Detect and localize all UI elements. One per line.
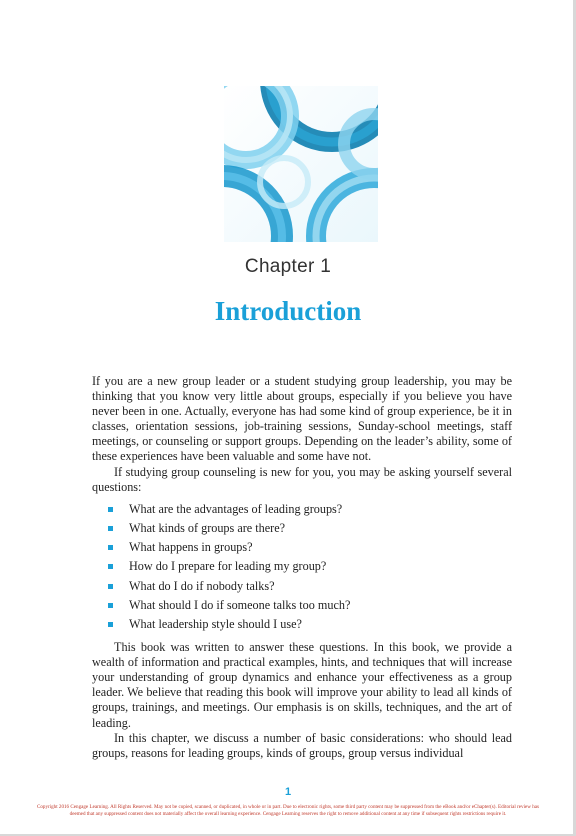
question-text: What do I do if nobody talks? bbox=[129, 578, 275, 593]
question-text: What happens in groups? bbox=[129, 540, 253, 555]
chapter-number: Chapter 1 bbox=[244, 256, 332, 277]
question-text: What kinds of groups are there? bbox=[129, 520, 286, 535]
list-item bbox=[92, 557, 512, 576]
paragraph-3: This book was written to answer these questions. In this book, we provide a wealth of information and practical examples, hints, and techniques that will increase your understanding of group dynamics and enhance your effectiveness as a group leader. We believe that reading this book will improve your ability to lead all kinds of groups, trainings, and meetings. Our emphasis is on skills, techniques, and the art of leading. bbox=[92, 640, 512, 730]
question-text: What leadership style should I use? bbox=[129, 616, 302, 631]
bullet-square-icon bbox=[108, 564, 113, 569]
page-number: 1 bbox=[284, 786, 292, 798]
list-item bbox=[92, 596, 512, 615]
question-text: What are the advantages of leading groups? bbox=[129, 501, 343, 516]
body-text bbox=[92, 374, 512, 761]
question-text: How do I prepare for leading my group? bbox=[129, 559, 327, 574]
chapter-title: Introduction bbox=[214, 296, 362, 326]
bullet-square-icon bbox=[108, 603, 113, 608]
paragraph-4: In this chapter, we discuss a number of basic considerations: who should lead groups, reasons for leading groups, kinds of groups, group versus individual bbox=[92, 730, 512, 760]
list-item bbox=[92, 615, 512, 634]
bullet-square-icon bbox=[108, 526, 113, 531]
list-item bbox=[92, 500, 512, 519]
question-list bbox=[92, 500, 512, 634]
bullet-square-icon bbox=[108, 622, 113, 627]
copyright-notice: Copyright 2016 Cengage Learning. All Rights Reserved. May not be copied, scanned, or duplicated, in whole or in part. Due to electronic rights, some third party content may be suppressed from the eBook and/or eChapter(s). Editorial review has deemed that any suppressed content does not materially affect the overall learning experience. Cengage Learning reserves the right to remove additional content at any time if subsequent rights restrictions require it. bbox=[36, 804, 540, 817]
paragraph-2: If studying group counseling is new for you, you may be asking yourself several questions: bbox=[92, 464, 512, 494]
chapter-artwork bbox=[224, 86, 378, 242]
list-item bbox=[92, 538, 512, 557]
circles-artwork-image bbox=[224, 86, 378, 242]
list-item bbox=[92, 519, 512, 538]
bullet-square-icon bbox=[108, 584, 113, 589]
paragraph-1: If you are a new group leader or a student studying group leadership, you may be thinking that you know very little about groups, especially if you believe you have never been in one. Actually, everyone has had some kind of group experience, be it in classes, orientation sessions, job-training sessions, Sunday-school meetings, staff meetings, or counseling or support groups. Depending on the leader’s ability, some of these experiences have been valuable and some have not. bbox=[92, 374, 512, 464]
question-text: What should I do if someone talks too much? bbox=[129, 597, 351, 612]
list-item bbox=[92, 577, 512, 596]
bullet-square-icon bbox=[108, 545, 113, 550]
bullet-square-icon bbox=[108, 507, 113, 512]
